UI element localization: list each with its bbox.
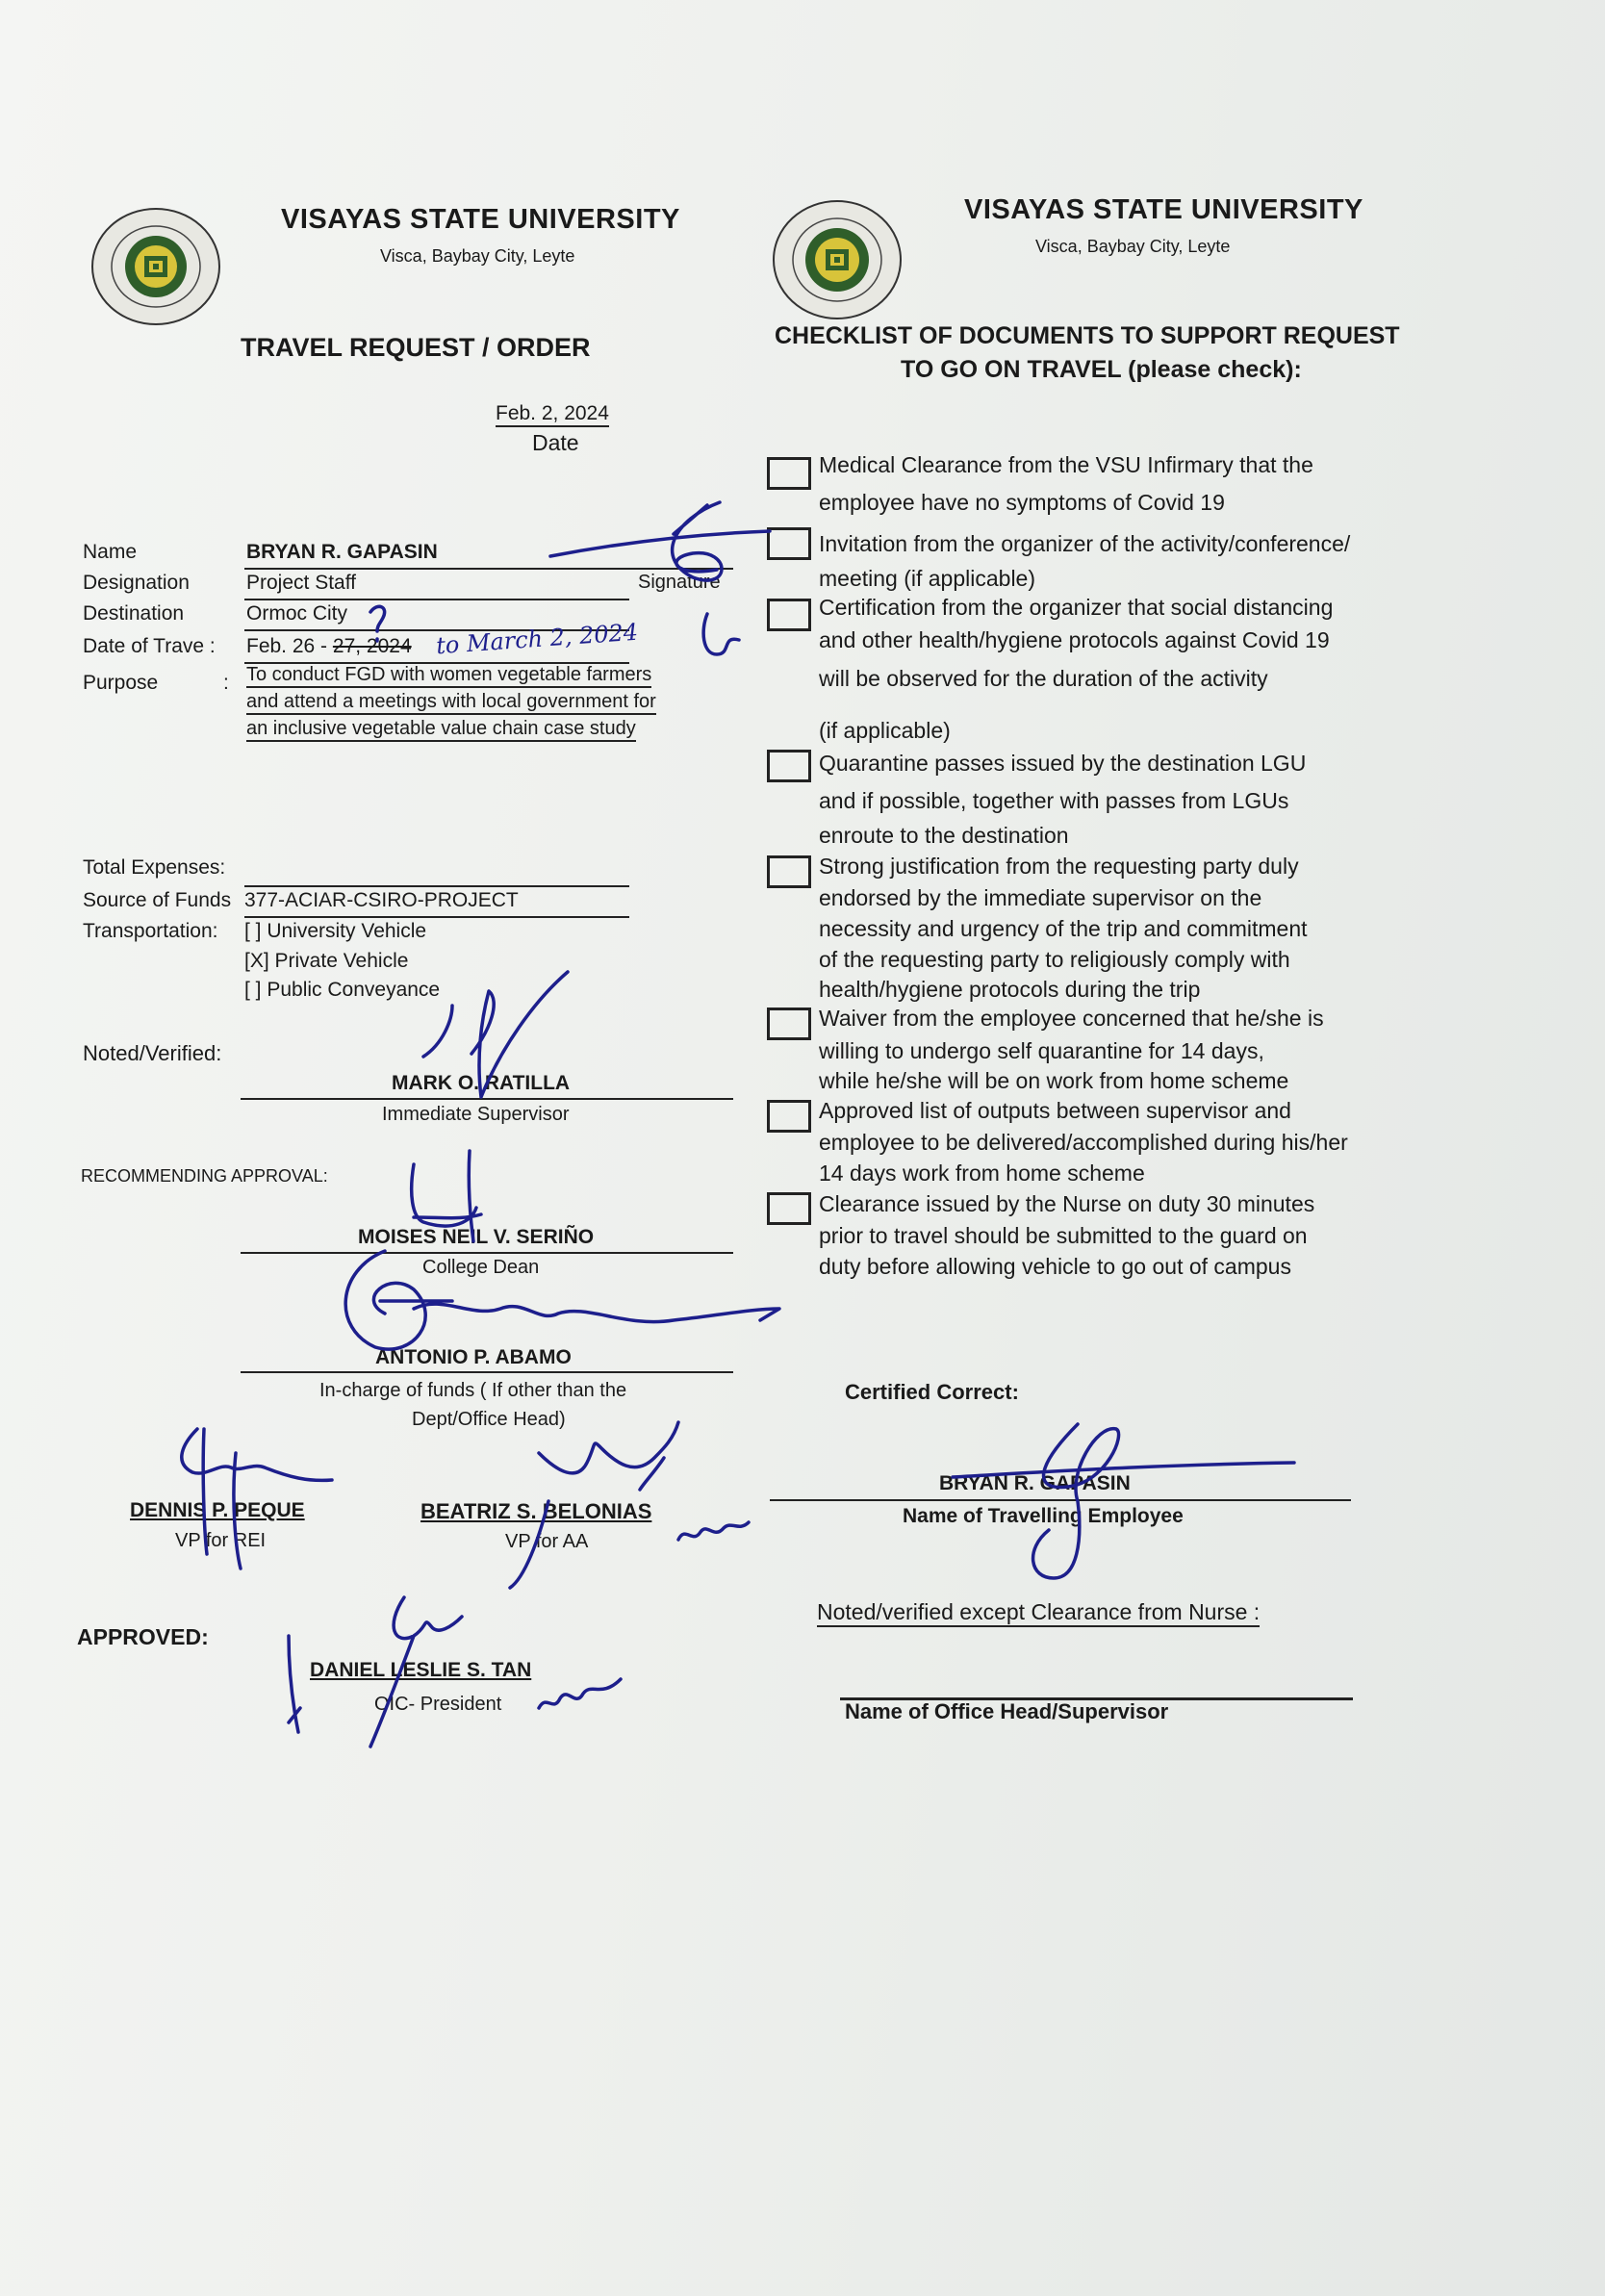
travel-date-value [246,635,412,658]
vp-rei-name: DENNIS P. PEQUE [130,1499,305,1521]
checklist-item-justification-3: necessity and urgency of the trip and commitment [819,916,1308,941]
right-seal [770,198,904,321]
checklist-item-invitation-2: meeting (if applicable) [819,566,1036,591]
checklist-item-justification-5: health/hygiene protocols during the trip [819,977,1201,1002]
checklist-item-quarantine-1: Quarantine passes issued by the destination LGU [819,751,1307,776]
university-seal-icon [770,198,904,321]
employee-name: BRYAN R. GAPASIN [939,1472,1131,1494]
source-underline [244,916,629,918]
checklist-checkbox-quarantine-passes[interactable] [767,750,811,782]
form-title: TRAVEL REQUEST / ORDER [241,333,591,362]
checklist-item-certification-2: and other health/hygiene protocols against Covid 19 [819,627,1330,652]
checklist-item-nurse-1: Clearance issued by the Nurse on duty 30 minutes [819,1191,1315,1216]
transportation-label: Transportation: [83,920,218,942]
noted-verified-label: Noted/Verified: [83,1041,222,1065]
checklist-item-nurse-3: duty before allowing vehicle to go out of campus [819,1254,1291,1279]
travel-date-start: Feb. 26 - [246,635,333,657]
checklist-item-medical-1: Medical Clearance from the VSU Infirmary that the [819,452,1313,477]
nurse-note-label: Noted/verified except Clearance from Nurse : [817,1599,1260,1627]
supervisor-line [241,1098,733,1100]
right-university-address: Visca, Baybay City, Leyte [1035,237,1231,256]
request-date-value: Feb. 2, 2024 [496,402,609,427]
travel-date-struck: 27, 2024 [332,635,412,657]
checklist-item-invitation-1: Invitation from the organizer of the activity/conference/ [819,531,1351,556]
designation-underline [244,599,629,600]
left-university-address: Visca, Baybay City, Leyte [380,246,575,266]
source-of-funds-label: Source of Funds [83,889,232,911]
approved-label: APPROVED: [77,1624,209,1649]
checklist-checkbox-waiver[interactable] [767,1008,811,1040]
funds-incharge-title-1: In-charge of funds ( If other than the [319,1380,627,1401]
checklist-checkbox-certification[interactable] [767,599,811,631]
transport-option-public: [ ] Public Conveyance [244,979,441,1001]
initials-president [539,1679,621,1708]
checklist-item-outputs-1: Approved list of outputs between supervisor and [819,1098,1291,1123]
employee-title: Name of Travelling Employee [903,1505,1184,1527]
checklist-item-justification-4: of the requesting party to religiously comply with [819,947,1290,972]
funds-incharge-name: ANTONIO P. ABAMO [375,1346,572,1368]
employee-line [770,1499,1351,1501]
checklist-item-outputs-3: 14 days work from home scheme [819,1161,1145,1186]
certified-correct-label: Certified Correct: [845,1380,1019,1404]
vp-rei-title: VP for REI [175,1530,267,1551]
checklist-item-quarantine-2: and if possible, together with passes from LGUs [819,788,1289,813]
destination-value: Ormoc City [246,602,347,625]
total-expenses-label: Total Expenses: [83,856,226,879]
designation-value: Project Staff [246,572,357,594]
president-title: OIC- President [374,1694,502,1715]
checklist-item-certification-1: Certification from the organizer that social distancing [819,595,1334,620]
funds-line [241,1371,733,1373]
purpose-line-1: To conduct FGD with women vegetable farmers [246,664,651,688]
purpose-line-3: an inclusive vegetable value chain case study [246,718,636,742]
supervisor-name: MARK O. RATILLA [392,1072,571,1094]
checklist-item-justification-1: Strong justification from the requesting party duly [819,854,1299,879]
checklist-item-justification-2: endorsed by the immediate supervisor on the [819,885,1262,910]
initials-vp-aa [678,1522,749,1540]
checklist-item-waiver-2: willing to undergo self quarantine for 14 days, [819,1038,1264,1063]
signature-bryan-bottom [953,1424,1294,1578]
checklist-item-waiver-1: Waiver from the employee concerned that he/she is [819,1006,1324,1031]
purpose-line-2: and attend a meetings with local government for [246,691,656,715]
vp-aa-title: VP for AA [505,1531,589,1552]
checklist-title-line-1: CHECKLIST OF DOCUMENTS TO SUPPORT REQUEST [775,322,1400,349]
checklist-item-waiver-3: while he/she will be on work from home scheme [819,1068,1289,1093]
signature-label: Signature [638,572,721,593]
checklist-item-nurse-2: prior to travel should be submitted to the guard on [819,1223,1308,1248]
name-value: BRYAN R. GAPASIN [246,541,438,563]
checklist-checkbox-justification[interactable] [767,855,811,888]
checklist-checkbox-invitation[interactable] [767,527,811,560]
dean-name: MOISES NEIL V. SERIÑO [358,1226,595,1248]
designation-label: Designation [83,572,190,594]
checklist-item-medical-2: employee have no symptoms of Covid 19 [819,490,1225,515]
checklist-item-outputs-2: employee to be delivered/accomplished during his/her [819,1130,1348,1155]
dean-line [241,1252,733,1254]
name-underline [244,568,733,570]
name-label: Name [83,541,138,563]
signature-abamo [345,1251,779,1349]
travel-date-handwritten: to March 2, 2024 [435,618,639,660]
travel-date-label: Date of Trave : [83,635,216,657]
checklist-item-quarantine-3: enroute to the destination [819,823,1069,848]
destination-label: Destination [83,602,185,625]
recommending-approval-label: RECOMMENDING APPROVAL: [81,1166,328,1186]
checklist-item-certification-3: will be observed for the duration of the activity [819,666,1268,691]
president-name: DANIEL LESLIE S. TAN [310,1659,532,1681]
initials-date [703,614,739,654]
purpose-label: Purpose [83,672,159,694]
checklist-checkbox-medical[interactable] [767,457,811,490]
left-university-name: VISAYAS STATE UNIVERSITY [281,204,680,235]
total-expenses-underline [244,885,629,887]
request-date-label: Date [532,430,579,455]
supervisor-title: Immediate Supervisor [382,1104,570,1125]
checklist-title-line-2: TO GO ON TRAVEL (please check): [901,356,1302,383]
checklist-checkbox-outputs[interactable] [767,1100,811,1133]
right-university-name: VISAYAS STATE UNIVERSITY [964,194,1363,225]
funds-incharge-title-2: Dept/Office Head) [412,1409,566,1430]
vp-aa-name: BEATRIZ S. BELONIAS [420,1499,652,1523]
transport-option-university: [ ] University Vehicle [244,920,427,942]
dean-title: College Dean [422,1257,540,1278]
checklist-item-certification-4: (if applicable) [819,718,951,743]
transport-option-private: [X] Private Vehicle [244,950,409,972]
left-seal [89,206,223,327]
source-of-funds-value: 377-ACIAR-CSIRO-PROJECT [244,889,519,911]
office-head-title: Name of Office Head/Supervisor [845,1699,1169,1723]
checklist-checkbox-nurse-clearance[interactable] [767,1192,811,1225]
university-seal-icon [89,206,223,327]
purpose-colon: : [223,672,229,694]
